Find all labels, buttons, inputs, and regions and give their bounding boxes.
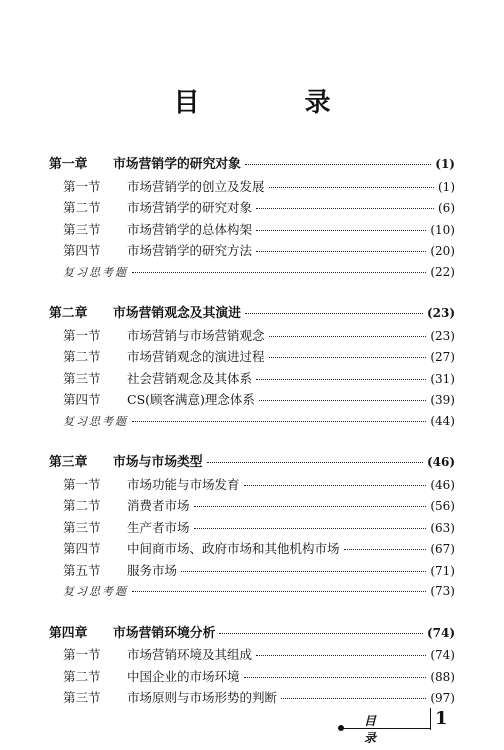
section-entry bbox=[49, 197, 455, 219]
dot-leader bbox=[207, 462, 423, 463]
chapter-heading bbox=[49, 303, 455, 325]
chapter-heading-page: (1) bbox=[435, 157, 455, 171]
section-entry-page: (63) bbox=[430, 520, 455, 535]
section-entry bbox=[49, 687, 455, 709]
section-entry-label: 第二节 bbox=[63, 668, 101, 684]
section-entry-label: 第五节 bbox=[63, 562, 101, 578]
chapter-heading-label: 第四章 bbox=[49, 625, 88, 641]
section-entry-title: 中间商市场、政府市场和其他机构市场 bbox=[127, 541, 340, 556]
dot-leader bbox=[244, 485, 427, 486]
section-entry bbox=[49, 176, 455, 198]
section-entry-label: 第三节 bbox=[63, 519, 101, 535]
section-entry bbox=[49, 368, 455, 390]
section-entry bbox=[49, 560, 455, 582]
review-questions-page: (73) bbox=[430, 584, 455, 598]
chapter-block bbox=[49, 154, 455, 283]
section-entry-label: 第四节 bbox=[63, 243, 101, 258]
section-entry-title: 市场营销观念的演进过程 bbox=[127, 349, 265, 364]
section-entry bbox=[49, 517, 455, 539]
page-number: 1 bbox=[435, 708, 448, 729]
review-questions-label: 复习思考题 bbox=[63, 414, 128, 428]
dot-leader bbox=[344, 549, 427, 550]
section-entry-label: 第四节 bbox=[63, 541, 101, 556]
section-entry-label: 第三节 bbox=[63, 221, 101, 237]
dot-leader bbox=[256, 208, 434, 209]
section-entry-title: 市场功能与市场发育 bbox=[127, 476, 240, 492]
section-entry-page: (88) bbox=[430, 669, 455, 684]
dot-leader bbox=[256, 251, 426, 252]
dot-leader bbox=[132, 272, 426, 273]
table-of-contents bbox=[49, 154, 455, 729]
page-footer bbox=[338, 708, 448, 745]
dot-leader bbox=[259, 400, 426, 401]
chapter-heading-page: (46) bbox=[426, 455, 455, 469]
section-entry-page: (67) bbox=[430, 542, 455, 556]
section-entry bbox=[49, 474, 455, 496]
section-entry-page: (46) bbox=[430, 477, 455, 492]
section-entry-label: 第一节 bbox=[63, 178, 101, 194]
chapter-block bbox=[49, 303, 455, 432]
section-entry-title: 生产者市场 bbox=[127, 519, 190, 535]
section-entry bbox=[49, 346, 455, 368]
dot-leader bbox=[132, 421, 426, 422]
footer-divider bbox=[430, 708, 431, 730]
section-entry-label: 第二节 bbox=[63, 498, 101, 513]
section-entry bbox=[49, 538, 455, 560]
chapter-heading-title: 市场营销观念及其演进 bbox=[113, 306, 241, 321]
review-questions-page: (44) bbox=[430, 413, 455, 428]
section-entry-label: 第三节 bbox=[63, 690, 101, 705]
dot-leader bbox=[194, 506, 427, 507]
section-entry-page: (1) bbox=[438, 179, 455, 194]
chapter-heading-title: 市场营销学的研究对象 bbox=[113, 157, 241, 172]
section-entry-page: (39) bbox=[430, 393, 455, 407]
chapter-heading-page: (23) bbox=[426, 306, 455, 320]
running-head: 目 录 bbox=[364, 714, 395, 745]
section-entry-title: 社会营销观念及其体系 bbox=[127, 370, 253, 386]
section-entry bbox=[49, 666, 455, 688]
dot-leader bbox=[256, 379, 426, 380]
section-entry bbox=[49, 644, 455, 666]
section-entry-page: (56) bbox=[430, 499, 455, 513]
section-entry-page: (23) bbox=[430, 328, 455, 343]
chapter-heading-label: 第二章 bbox=[49, 306, 88, 321]
section-entry-label: 第二节 bbox=[63, 200, 101, 215]
dot-leader bbox=[281, 698, 426, 699]
review-questions-label: 复习思考题 bbox=[63, 585, 128, 598]
chapter-heading-title: 市场营销环境分析 bbox=[113, 625, 216, 641]
chapter-heading bbox=[49, 623, 455, 645]
dot-leader bbox=[269, 187, 434, 188]
section-entry-page: (74) bbox=[430, 648, 455, 662]
dot-leader bbox=[269, 357, 427, 358]
review-questions-page: (22) bbox=[430, 264, 455, 279]
section-entry-page: (10) bbox=[430, 222, 455, 237]
section-entry-label: 第二节 bbox=[63, 349, 101, 364]
section-entry-title: 市场营销学的总体构架 bbox=[127, 221, 253, 237]
review-questions bbox=[49, 411, 455, 433]
chapter-heading-label: 第一章 bbox=[49, 157, 88, 172]
chapter-heading-label: 第三章 bbox=[49, 455, 88, 470]
section-entry-title: CS(顾客满意)理念体系 bbox=[127, 392, 255, 407]
dot-leader bbox=[245, 164, 431, 165]
page-title: 目 录 bbox=[173, 88, 379, 118]
dot-leader bbox=[269, 336, 427, 337]
section-entry-title: 市场营销学的研究对象 bbox=[127, 200, 253, 215]
section-entry-title: 市场营销学的研究方法 bbox=[127, 243, 253, 258]
section-entry-page: (71) bbox=[430, 563, 455, 578]
chapter-heading bbox=[49, 154, 455, 176]
section-entry-title: 市场营销与市场营销观念 bbox=[127, 327, 265, 343]
chapter-heading-title: 市场与市场类型 bbox=[113, 455, 203, 470]
section-entry-label: 第一节 bbox=[63, 327, 101, 343]
section-entry-title: 服务市场 bbox=[127, 562, 178, 578]
dot-leader bbox=[256, 230, 426, 231]
chapter-heading bbox=[49, 452, 455, 474]
section-entry bbox=[49, 325, 455, 347]
section-entry-title: 消费者市场 bbox=[127, 498, 190, 513]
section-entry bbox=[49, 219, 455, 241]
section-entry bbox=[49, 389, 455, 411]
section-entry-title: 市场营销学的创立及发展 bbox=[127, 178, 265, 194]
dot-leader bbox=[181, 571, 426, 572]
dot-leader bbox=[132, 591, 426, 592]
section-entry bbox=[49, 240, 455, 262]
section-entry-page: (27) bbox=[430, 350, 455, 364]
chapter-block bbox=[49, 623, 455, 709]
section-entry-label: 第四节 bbox=[63, 392, 101, 407]
dot-leader bbox=[244, 677, 427, 678]
dot-leader bbox=[219, 633, 423, 634]
section-entry-page: (20) bbox=[430, 244, 455, 258]
section-entry-page: (6) bbox=[438, 201, 455, 215]
dot-leader bbox=[245, 313, 423, 314]
section-entry-page: (97) bbox=[430, 691, 455, 705]
review-questions-label: 复习思考题 bbox=[63, 265, 128, 279]
section-entry-title: 中国企业的市场环境 bbox=[127, 668, 240, 684]
section-entry-label: 第一节 bbox=[63, 647, 101, 662]
review-questions bbox=[49, 262, 455, 284]
section-entry-title: 市场营销环境及其组成 bbox=[127, 647, 253, 662]
dot-leader bbox=[194, 528, 427, 529]
section-entry-page: (31) bbox=[430, 371, 455, 386]
dot-leader bbox=[256, 655, 426, 656]
section-entry-label: 第三节 bbox=[63, 370, 101, 386]
section-entry-title: 市场原则与市场形势的判断 bbox=[127, 690, 278, 705]
review-questions bbox=[49, 581, 455, 603]
chapter-heading-page: (74) bbox=[426, 625, 455, 640]
section-entry bbox=[49, 495, 455, 517]
chapter-block bbox=[49, 452, 455, 603]
section-entry-label: 第一节 bbox=[63, 476, 101, 492]
